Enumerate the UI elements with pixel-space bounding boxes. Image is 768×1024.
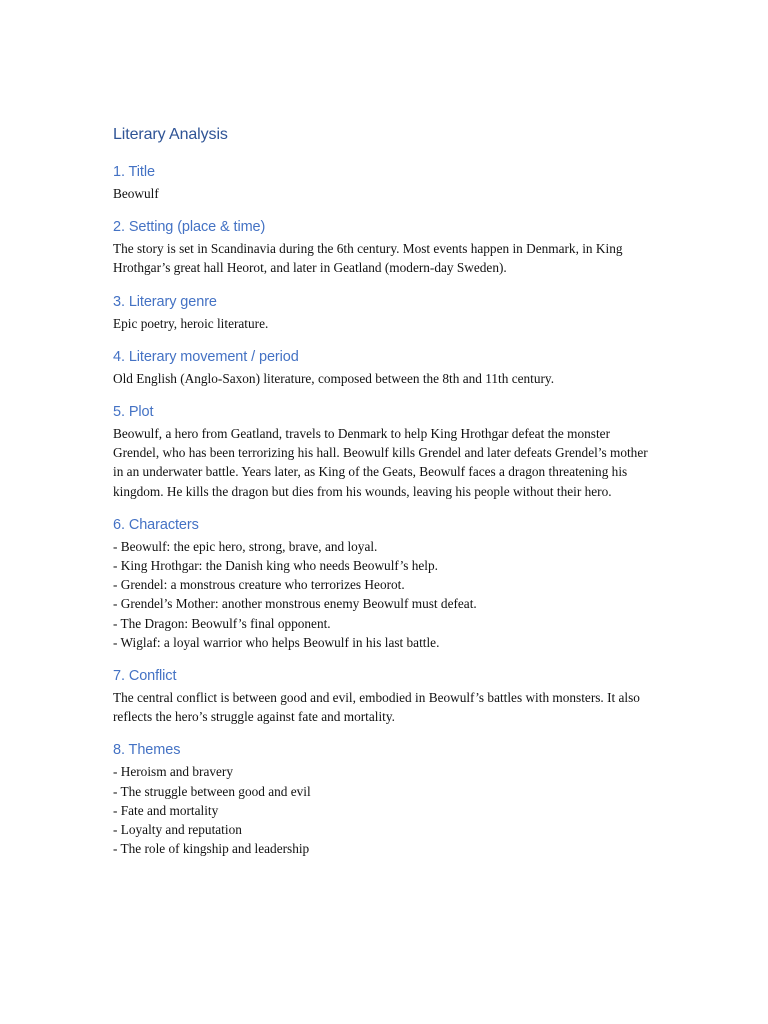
section-genre xyxy=(113,292,658,333)
section-heading: 1. Title xyxy=(113,164,155,180)
section-conflict xyxy=(113,666,658,726)
section-body: - Beowulf: the epic hero, strong, brave, and loyal. - King Hrothgar: the Danish king who needs Beowulf’s help. - Grendel: a monstrous creature who terrorizes Heorot. - Grendel’s Mother: another monstrous enemy Beowulf must defeat. - The Dragon: Beowulf’s final opponent. - Wiglaf: a loyal warrior who helps Beowulf in his last battle. xyxy=(113,538,477,650)
section-heading: 4. Literary movement / period xyxy=(113,348,299,365)
section-movement xyxy=(113,347,658,388)
section-body: Beowulf xyxy=(113,186,159,201)
section-themes xyxy=(113,740,658,858)
section-characters xyxy=(113,515,658,652)
section-body: The story is set in Scandinavia during the 6th century. Most events happen in Denmark, in King Hrothgar’s great hall Heorot, and later in Geatland (modern-day Sweden). xyxy=(113,241,623,276)
section-body: The central conflict is between good and evil, embodied in Beowulf’s battles with monsters. It also reflects the hero’s struggle against fate and mortality. xyxy=(113,690,640,725)
section-body: Old English (Anglo-Saxon) literature, composed between the 8th and 11th century. xyxy=(113,370,555,386)
section-heading: 5. Plot xyxy=(113,404,154,421)
section-body: - Heroism and bravery - The struggle between good and evil - Fate and mortality - Loyalty and reputation - The role of kingship and leadership xyxy=(113,764,311,857)
section-heading: 3. Literary genre xyxy=(113,293,217,310)
section-heading: 2. Setting (place & time) xyxy=(113,219,266,236)
section-heading: 6. Characters xyxy=(113,516,199,533)
document-page xyxy=(113,124,658,872)
section-plot xyxy=(113,402,658,501)
section-heading: 7. Conflict xyxy=(113,668,177,685)
section-title xyxy=(113,162,658,203)
document-title: Literary Analysis xyxy=(113,126,228,143)
section-heading: 8. Themes xyxy=(113,742,181,759)
section-body: Epic poetry, heroic literature. xyxy=(113,315,269,331)
section-body: Beowulf, a hero from Geatland, travels to Denmark to help King Hrothgar defeat the monster Grendel, who has been terrorizing his hall. Beowulf kills Grendel and later defeats Grendel’s mother in an underwater battle. Years later, as King of the Geats, Beowulf faces a dragon threatening his kingdom. He kills the dragon but dies from his wounds, leaving his people without their hero. xyxy=(113,426,648,499)
section-setting xyxy=(113,217,658,277)
